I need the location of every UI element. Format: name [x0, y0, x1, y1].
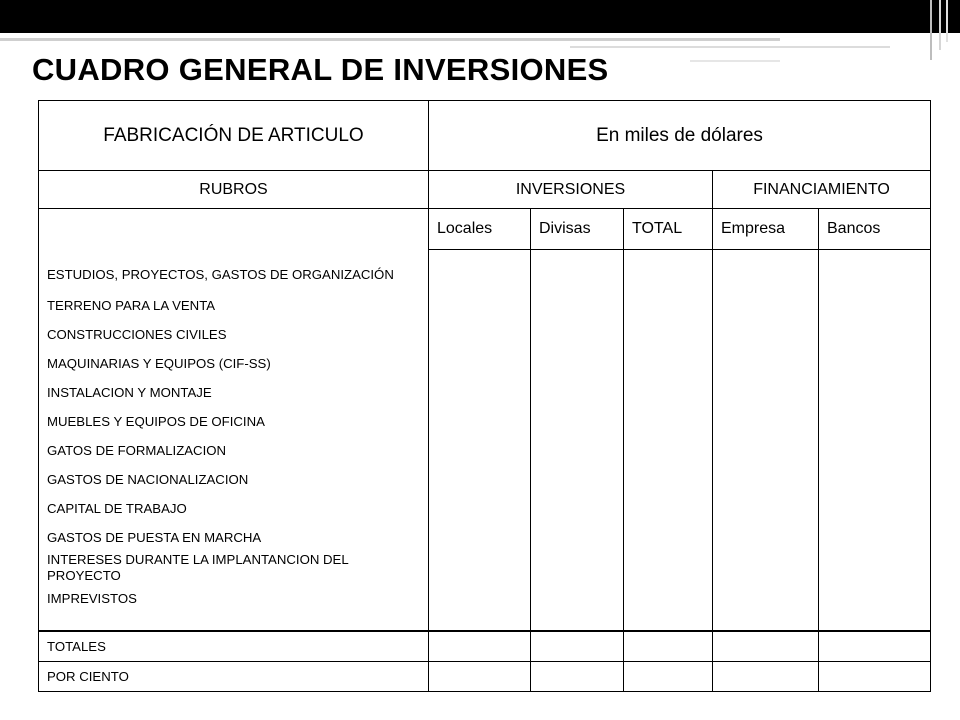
subcolumn-row	[39, 209, 931, 250]
rubros-list-cell	[39, 209, 429, 632]
col-inversiones: INVERSIONES	[429, 171, 713, 209]
por-ciento-bancos[interactable]	[819, 662, 931, 692]
por-ciento-empresa[interactable]	[713, 662, 819, 692]
value-cell-divisas[interactable]	[531, 250, 624, 632]
por-ciento-label: POR CIENTO	[39, 662, 429, 692]
totales-bancos[interactable]	[819, 631, 931, 662]
totales-row	[39, 631, 931, 662]
investment-table	[38, 100, 931, 692]
rubro-item: IMPREVISTOS	[47, 590, 137, 606]
rubro-item: GATOS DE FORMALIZACION	[47, 442, 227, 458]
rubro-item: GASTOS DE NACIONALIZACION	[47, 471, 249, 487]
column-group-row	[39, 171, 931, 209]
header-row	[39, 101, 931, 171]
rubro-item: INTERESES DURANTE LA IMPLANTANCION DEL PROYECTO	[47, 552, 349, 583]
page-title: CUADRO GENERAL DE INVERSIONES	[32, 52, 609, 87]
right-edge-line	[939, 0, 941, 50]
top-bar	[0, 0, 960, 33]
top-decor-line	[0, 38, 780, 41]
totales-label: TOTALES	[39, 631, 429, 662]
rubro-item: MAQUINARIAS Y EQUIPOS (CIF-SS)	[47, 355, 271, 371]
rubro-item: INSTALACION Y MONTAJE	[47, 384, 212, 400]
por-ciento-row	[39, 662, 931, 692]
totales-locales[interactable]	[429, 631, 531, 662]
top-decor-line-faint	[690, 60, 780, 62]
subcol-empresa: Empresa	[713, 209, 819, 250]
col-financiamiento: FINANCIAMIENTO	[713, 171, 931, 209]
totales-total[interactable]	[624, 631, 713, 662]
subcol-locales: Locales	[429, 209, 531, 250]
subcol-total: TOTAL	[624, 209, 713, 250]
value-cell-locales[interactable]	[429, 250, 531, 632]
por-ciento-divisas[interactable]	[531, 662, 624, 692]
header-left: FABRICACIÓN DE ARTICULO	[39, 101, 429, 171]
value-cell-total[interactable]	[624, 250, 713, 632]
totales-empresa[interactable]	[713, 631, 819, 662]
por-ciento-total[interactable]	[624, 662, 713, 692]
subcol-bancos: Bancos	[819, 209, 931, 250]
value-cell-empresa[interactable]	[713, 250, 819, 632]
header-right: En miles de dólares	[429, 101, 931, 171]
rubro-item: CONSTRUCCIONES CIVILES	[47, 326, 227, 342]
rubro-item: TERRENO PARA LA VENTA	[47, 297, 216, 313]
col-rubros: RUBROS	[39, 171, 429, 209]
subcol-divisas: Divisas	[531, 209, 624, 250]
right-edge-line	[946, 0, 948, 42]
rubro-item: CAPITAL DE TRABAJO	[47, 500, 187, 516]
totales-divisas[interactable]	[531, 631, 624, 662]
right-edge-line	[930, 0, 932, 60]
top-decor-line-short	[570, 46, 890, 48]
rubro-item: MUEBLES Y EQUIPOS DE OFICINA	[47, 413, 265, 429]
value-cell-bancos[interactable]	[819, 250, 931, 632]
por-ciento-locales[interactable]	[429, 662, 531, 692]
rubro-item: GASTOS DE PUESTA EN MARCHA	[47, 529, 262, 545]
rubro-item: ESTUDIOS, PROYECTOS, GASTOS DE ORGANIZACIÓN	[47, 267, 394, 282]
